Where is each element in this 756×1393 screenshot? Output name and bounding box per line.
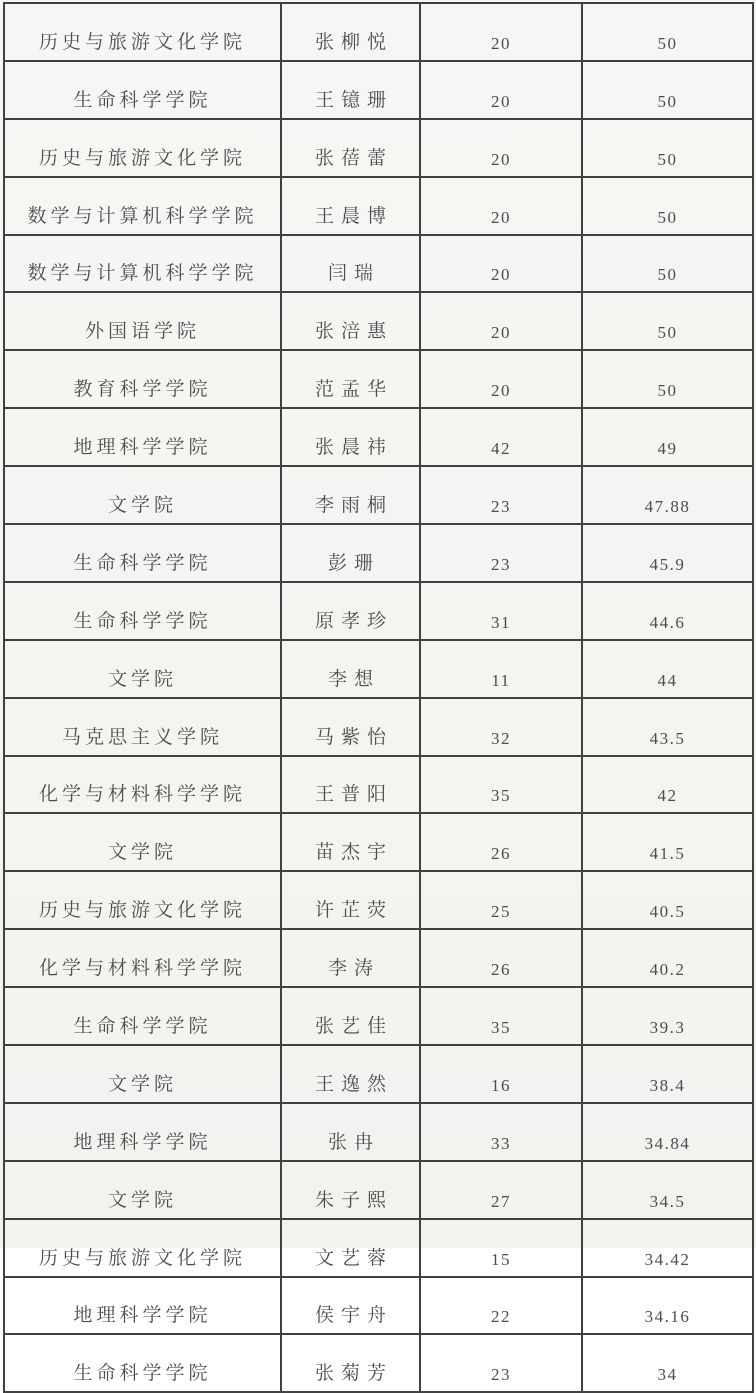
college-cell: 数学与计算机科学学院 (4, 235, 281, 293)
score-cell: 50 (582, 177, 753, 235)
table-row (4, 235, 753, 293)
count-cell: 26 (420, 813, 582, 871)
score-cell: 43.5 (582, 698, 753, 756)
table-row (4, 119, 753, 177)
count-cell: 32 (420, 698, 582, 756)
table-row (4, 1219, 753, 1277)
name-cell: 王逸然 (281, 1045, 420, 1103)
count-cell: 27 (420, 1161, 582, 1219)
score-cell: 47.88 (582, 466, 753, 524)
score-cell: 34.84 (582, 1103, 753, 1161)
college-cell: 化学与材料科学学院 (4, 756, 281, 814)
count-cell: 20 (420, 177, 582, 235)
college-cell: 生命科学学院 (4, 987, 281, 1045)
table-row (4, 61, 753, 119)
count-cell: 26 (420, 929, 582, 987)
college-cell: 生命科学学院 (4, 582, 281, 640)
count-cell: 20 (420, 61, 582, 119)
table-row (4, 756, 753, 814)
table-row (4, 929, 753, 987)
college-cell: 生命科学学院 (4, 524, 281, 582)
table-row (4, 1334, 753, 1392)
name-cell: 王晨博 (281, 177, 420, 235)
table-row (4, 698, 753, 756)
college-cell: 历史与旅游文化学院 (4, 1219, 281, 1277)
count-cell: 35 (420, 987, 582, 1045)
college-cell: 生命科学学院 (4, 61, 281, 119)
college-cell: 外国语学院 (4, 292, 281, 350)
count-cell: 20 (420, 3, 582, 61)
college-cell: 历史与旅游文化学院 (4, 119, 281, 177)
college-cell: 文学院 (4, 466, 281, 524)
score-cell: 44.6 (582, 582, 753, 640)
count-cell: 23 (420, 466, 582, 524)
score-cell: 34.16 (582, 1277, 753, 1335)
college-cell: 历史与旅游文化学院 (4, 871, 281, 929)
score-cell: 45.9 (582, 524, 753, 582)
name-cell: 李想 (281, 640, 420, 698)
table-row (4, 3, 753, 61)
score-cell: 38.4 (582, 1045, 753, 1103)
name-cell: 王镱珊 (281, 61, 420, 119)
college-cell: 数学与计算机科学学院 (4, 177, 281, 235)
name-cell: 张柳悦 (281, 3, 420, 61)
score-cell: 34.42 (582, 1219, 753, 1277)
table-row (4, 1103, 753, 1161)
results-table (3, 2, 754, 1393)
table-row (4, 466, 753, 524)
score-cell: 49 (582, 408, 753, 466)
count-cell: 31 (420, 582, 582, 640)
count-cell: 35 (420, 756, 582, 814)
table-row (4, 177, 753, 235)
college-cell: 化学与材料科学学院 (4, 929, 281, 987)
table-row (4, 871, 753, 929)
name-cell: 马紫怡 (281, 698, 420, 756)
count-cell: 16 (420, 1045, 582, 1103)
score-cell: 50 (582, 235, 753, 293)
name-cell: 王普阳 (281, 756, 420, 814)
score-cell: 50 (582, 292, 753, 350)
name-cell: 彭珊 (281, 524, 420, 582)
count-cell: 23 (420, 1334, 582, 1392)
table-row (4, 582, 753, 640)
table-row (4, 1161, 753, 1219)
count-cell: 20 (420, 350, 582, 408)
count-cell: 20 (420, 235, 582, 293)
count-cell: 20 (420, 292, 582, 350)
table-row (4, 813, 753, 871)
name-cell: 张晨祎 (281, 408, 420, 466)
score-cell: 40.2 (582, 929, 753, 987)
name-cell: 范孟华 (281, 350, 420, 408)
college-cell: 文学院 (4, 1045, 281, 1103)
count-cell: 42 (420, 408, 582, 466)
college-cell: 历史与旅游文化学院 (4, 3, 281, 61)
college-cell: 教育科学学院 (4, 350, 281, 408)
name-cell: 张涪惠 (281, 292, 420, 350)
college-cell: 生命科学学院 (4, 1334, 281, 1392)
college-cell: 地理科学学院 (4, 408, 281, 466)
score-cell: 41.5 (582, 813, 753, 871)
count-cell: 20 (420, 119, 582, 177)
name-cell: 李雨桐 (281, 466, 420, 524)
name-cell: 原孝珍 (281, 582, 420, 640)
table-row (4, 524, 753, 582)
table-row (4, 350, 753, 408)
score-cell: 39.3 (582, 987, 753, 1045)
name-cell: 张冉 (281, 1103, 420, 1161)
table-row (4, 292, 753, 350)
count-cell: 15 (420, 1219, 582, 1277)
table-row (4, 408, 753, 466)
score-cell: 40.5 (582, 871, 753, 929)
name-cell: 许芷荧 (281, 871, 420, 929)
college-cell: 地理科学学院 (4, 1103, 281, 1161)
college-cell: 文学院 (4, 640, 281, 698)
table-row (4, 1277, 753, 1335)
score-cell: 44 (582, 640, 753, 698)
college-cell: 地理科学学院 (4, 1277, 281, 1335)
score-cell: 50 (582, 3, 753, 61)
name-cell: 闫瑞 (281, 235, 420, 293)
name-cell: 文艺蓉 (281, 1219, 420, 1277)
name-cell: 张菊芳 (281, 1334, 420, 1392)
table-row (4, 987, 753, 1045)
count-cell: 23 (420, 524, 582, 582)
count-cell: 25 (420, 871, 582, 929)
name-cell: 张蓓蕾 (281, 119, 420, 177)
score-cell: 50 (582, 119, 753, 177)
name-cell: 张艺佳 (281, 987, 420, 1045)
score-cell: 42 (582, 756, 753, 814)
name-cell: 朱子熙 (281, 1161, 420, 1219)
name-cell: 李涛 (281, 929, 420, 987)
count-cell: 11 (420, 640, 582, 698)
college-cell: 文学院 (4, 1161, 281, 1219)
table-row (4, 640, 753, 698)
score-cell: 50 (582, 350, 753, 408)
name-cell: 侯宇舟 (281, 1277, 420, 1335)
table-row (4, 1045, 753, 1103)
college-cell: 马克思主义学院 (4, 698, 281, 756)
score-cell: 34.5 (582, 1161, 753, 1219)
name-cell: 苗杰宇 (281, 813, 420, 871)
college-cell: 文学院 (4, 813, 281, 871)
score-cell: 50 (582, 61, 753, 119)
score-cell: 34 (582, 1334, 753, 1392)
count-cell: 22 (420, 1277, 582, 1335)
count-cell: 33 (420, 1103, 582, 1161)
